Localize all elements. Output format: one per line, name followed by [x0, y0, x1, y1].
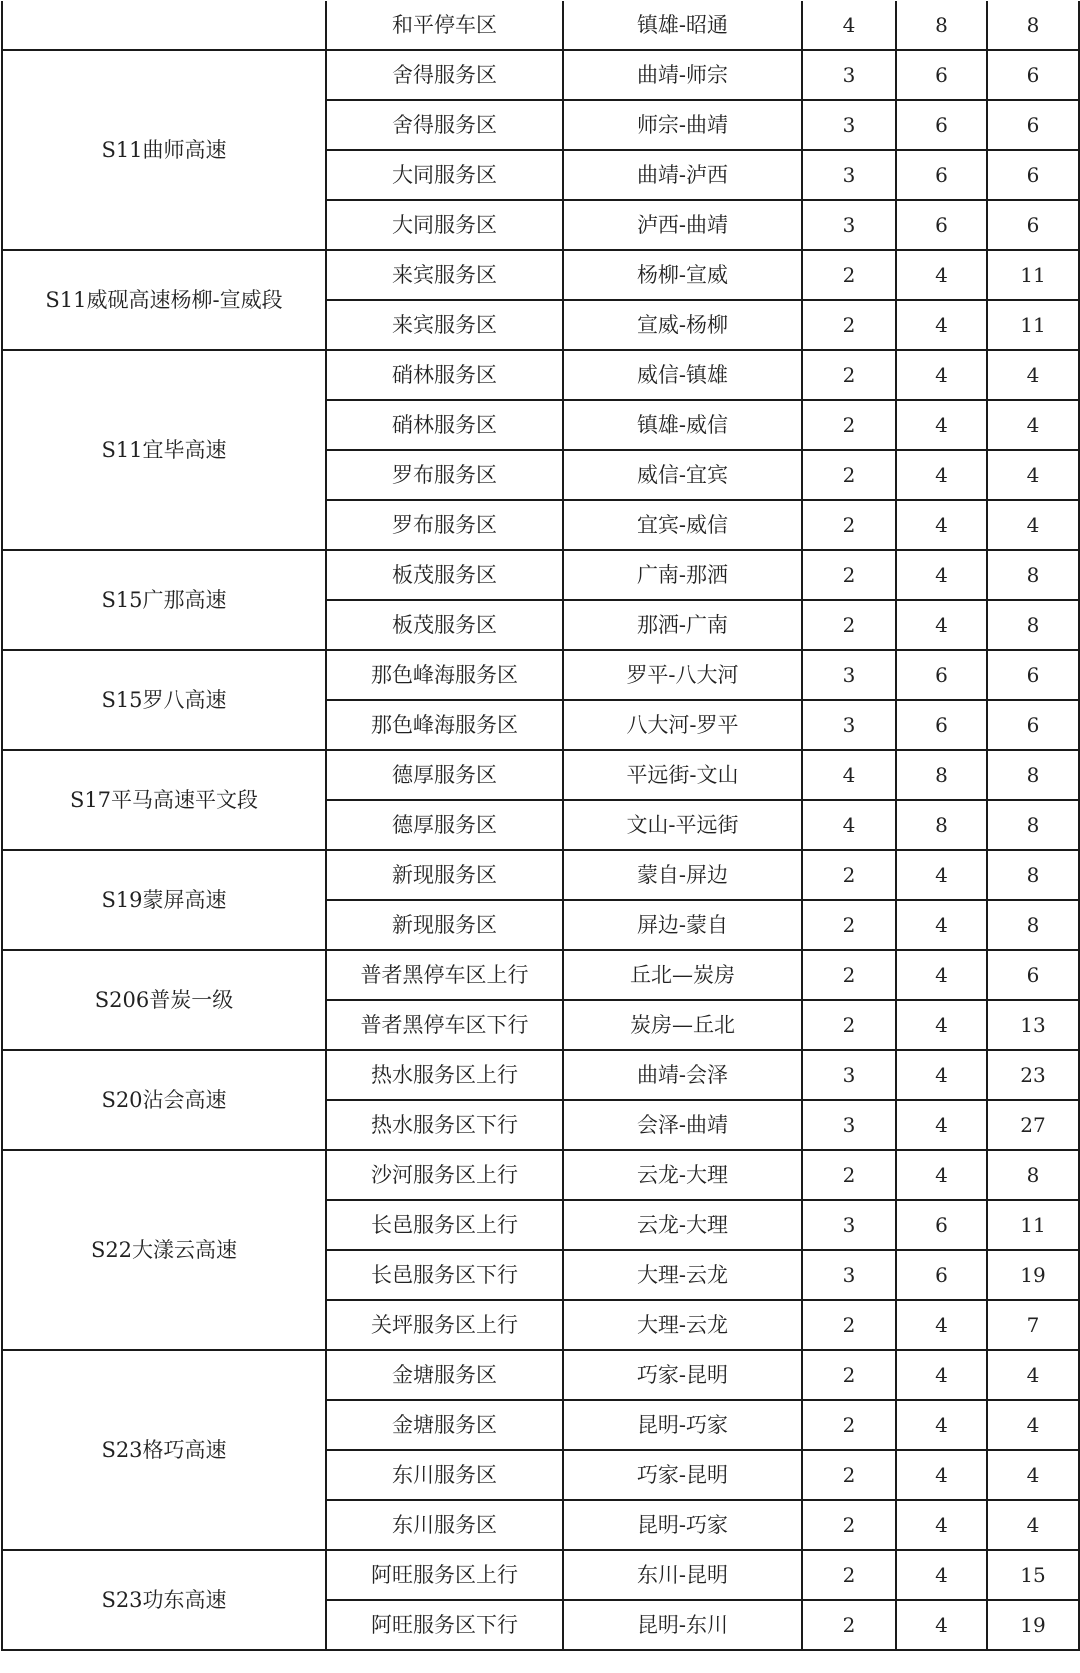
road-name-cell: S15罗八高速	[2, 650, 326, 750]
count-cell: 8	[987, 850, 1079, 900]
road-name-cell: S206普炭一级	[2, 950, 326, 1050]
count-cell: 4	[987, 400, 1079, 450]
count-cell: 4	[987, 1500, 1079, 1550]
direction-cell: 镇雄-威信	[563, 400, 802, 450]
table-row	[2, 1350, 1079, 1400]
count-cell: 6	[987, 700, 1079, 750]
count-cell: 4	[896, 1150, 987, 1200]
count-cell: 15	[987, 1550, 1079, 1600]
count-cell: 4	[896, 250, 987, 300]
table-row	[2, 850, 1079, 900]
direction-cell: 炭房—丘北	[563, 1000, 802, 1050]
count-cell: 4	[987, 500, 1079, 550]
direction-cell: 平远街-文山	[563, 750, 802, 800]
count-cell: 2	[802, 450, 896, 500]
count-cell: 2	[802, 350, 896, 400]
count-cell: 6	[896, 200, 987, 250]
direction-cell: 蒙自-屏边	[563, 850, 802, 900]
count-cell: 2	[802, 900, 896, 950]
count-cell: 8	[987, 550, 1079, 600]
direction-cell: 八大河-罗平	[563, 700, 802, 750]
count-cell: 4	[987, 1350, 1079, 1400]
direction-cell: 那洒-广南	[563, 600, 802, 650]
direction-cell: 威信-宜宾	[563, 450, 802, 500]
count-cell: 4	[896, 550, 987, 600]
count-cell: 6	[987, 150, 1079, 200]
count-cell: 19	[987, 1600, 1079, 1650]
service-area-cell: 东川服务区	[326, 1500, 563, 1550]
count-cell: 3	[802, 1250, 896, 1300]
count-cell: 4	[802, 750, 896, 800]
count-cell: 3	[802, 1050, 896, 1100]
count-cell: 2	[802, 1500, 896, 1550]
service-area-cell: 大同服务区	[326, 200, 563, 250]
count-cell: 4	[896, 1050, 987, 1100]
count-cell: 4	[896, 1100, 987, 1150]
table-row	[2, 50, 1079, 100]
service-area-cell: 舍得服务区	[326, 50, 563, 100]
count-cell: 6	[987, 650, 1079, 700]
count-cell: 3	[802, 150, 896, 200]
service-area-cell: 德厚服务区	[326, 800, 563, 850]
service-area-cell: 来宾服务区	[326, 300, 563, 350]
service-area-cell: 金塘服务区	[326, 1400, 563, 1450]
table-row	[2, 1150, 1079, 1200]
road-name-cell: S15广那高速	[2, 550, 326, 650]
service-area-cell: 阿旺服务区上行	[326, 1550, 563, 1600]
table-row	[2, 950, 1079, 1000]
table-body	[2, 1, 1079, 1650]
service-area-cell: 大同服务区	[326, 150, 563, 200]
service-area-cell: 新现服务区	[326, 900, 563, 950]
count-cell: 2	[802, 400, 896, 450]
count-cell: 13	[987, 1000, 1079, 1050]
count-cell: 6	[896, 1200, 987, 1250]
count-cell: 11	[987, 1200, 1079, 1250]
count-cell: 2	[802, 250, 896, 300]
direction-cell: 曲靖-会泽	[563, 1050, 802, 1100]
direction-cell: 宣威-杨柳	[563, 300, 802, 350]
table-row	[2, 750, 1079, 800]
count-cell: 4	[896, 400, 987, 450]
service-area-cell: 和平停车区	[326, 1, 563, 50]
service-area-cell: 普者黑停车区下行	[326, 1000, 563, 1050]
count-cell: 8	[987, 1, 1079, 50]
count-cell: 8	[987, 1150, 1079, 1200]
count-cell: 6	[896, 650, 987, 700]
table-row	[2, 550, 1079, 600]
count-cell: 6	[987, 950, 1079, 1000]
count-cell: 4	[896, 500, 987, 550]
count-cell: 23	[987, 1050, 1079, 1100]
direction-cell: 屏边-蒙自	[563, 900, 802, 950]
road-name-cell: S22大漾云高速	[2, 1150, 326, 1350]
road-name-cell: S11威砚高速杨柳-宣威段	[2, 250, 326, 350]
road-name-cell: S23格巧高速	[2, 1350, 326, 1550]
direction-cell: 泸西-曲靖	[563, 200, 802, 250]
count-cell: 4	[896, 1400, 987, 1450]
service-area-cell: 长邑服务区下行	[326, 1250, 563, 1300]
table-row	[2, 350, 1079, 400]
direction-cell: 会泽-曲靖	[563, 1100, 802, 1150]
count-cell: 4	[896, 900, 987, 950]
direction-cell: 罗平-八大河	[563, 650, 802, 700]
count-cell: 6	[896, 50, 987, 100]
count-cell: 2	[802, 1400, 896, 1450]
count-cell: 8	[896, 1, 987, 50]
service-area-cell: 沙河服务区上行	[326, 1150, 563, 1200]
direction-cell: 东川-昆明	[563, 1550, 802, 1600]
count-cell: 4	[896, 1500, 987, 1550]
service-area-cell: 德厚服务区	[326, 750, 563, 800]
count-cell: 6	[896, 150, 987, 200]
service-area-cell: 普者黑停车区上行	[326, 950, 563, 1000]
service-area-cell: 东川服务区	[326, 1450, 563, 1500]
count-cell: 7	[987, 1300, 1079, 1350]
count-cell: 4	[896, 300, 987, 350]
count-cell: 4	[802, 800, 896, 850]
count-cell: 2	[802, 600, 896, 650]
direction-cell: 曲靖-泸西	[563, 150, 802, 200]
count-cell: 2	[802, 1350, 896, 1400]
count-cell: 6	[987, 200, 1079, 250]
road-name-cell: S23功东高速	[2, 1550, 326, 1650]
service-area-table	[1, 1, 1080, 1651]
service-area-cell: 硝林服务区	[326, 350, 563, 400]
count-cell: 4	[802, 1, 896, 50]
service-area-cell: 关坪服务区上行	[326, 1300, 563, 1350]
table-row	[2, 1, 1079, 50]
count-cell: 2	[802, 1300, 896, 1350]
direction-cell: 昆明-巧家	[563, 1500, 802, 1550]
direction-cell: 昆明-巧家	[563, 1400, 802, 1450]
count-cell: 3	[802, 1100, 896, 1150]
count-cell: 8	[987, 750, 1079, 800]
direction-cell: 镇雄-昭通	[563, 1, 802, 50]
count-cell: 4	[896, 600, 987, 650]
count-cell: 4	[987, 450, 1079, 500]
table-row	[2, 250, 1079, 300]
count-cell: 4	[896, 850, 987, 900]
table-row	[2, 650, 1079, 700]
count-cell: 6	[896, 100, 987, 150]
service-area-cell: 板茂服务区	[326, 600, 563, 650]
count-cell: 4	[896, 1000, 987, 1050]
count-cell: 2	[802, 550, 896, 600]
direction-cell: 大理-云龙	[563, 1300, 802, 1350]
count-cell: 4	[987, 350, 1079, 400]
service-area-cell: 硝林服务区	[326, 400, 563, 450]
direction-cell: 杨柳-宣威	[563, 250, 802, 300]
count-cell: 8	[896, 750, 987, 800]
service-area-cell: 长邑服务区上行	[326, 1200, 563, 1250]
count-cell: 2	[802, 850, 896, 900]
count-cell: 3	[802, 50, 896, 100]
count-cell: 6	[987, 100, 1079, 150]
count-cell: 2	[802, 1550, 896, 1600]
direction-cell: 师宗-曲靖	[563, 100, 802, 150]
count-cell: 11	[987, 300, 1079, 350]
count-cell: 2	[802, 1000, 896, 1050]
service-area-cell: 热水服务区下行	[326, 1100, 563, 1150]
service-area-cell: 热水服务区上行	[326, 1050, 563, 1100]
direction-cell: 广南-那洒	[563, 550, 802, 600]
count-cell: 19	[987, 1250, 1079, 1300]
road-name-cell: S19蒙屏高速	[2, 850, 326, 950]
count-cell: 27	[987, 1100, 1079, 1150]
count-cell: 3	[802, 200, 896, 250]
direction-cell: 大理-云龙	[563, 1250, 802, 1300]
table-row	[2, 1550, 1079, 1600]
count-cell: 3	[802, 100, 896, 150]
service-area-cell: 罗布服务区	[326, 500, 563, 550]
count-cell: 8	[987, 900, 1079, 950]
service-area-cell: 阿旺服务区下行	[326, 1600, 563, 1650]
service-area-cell: 金塘服务区	[326, 1350, 563, 1400]
count-cell: 3	[802, 700, 896, 750]
direction-cell: 文山-平远街	[563, 800, 802, 850]
count-cell: 6	[987, 50, 1079, 100]
direction-cell: 巧家-昆明	[563, 1350, 802, 1400]
road-name-cell	[2, 1, 326, 50]
count-cell: 4	[987, 1400, 1079, 1450]
count-cell: 11	[987, 250, 1079, 300]
count-cell: 2	[802, 500, 896, 550]
count-cell: 6	[896, 1250, 987, 1300]
count-cell: 4	[896, 1350, 987, 1400]
service-area-cell: 罗布服务区	[326, 450, 563, 500]
count-cell: 2	[802, 300, 896, 350]
direction-cell: 云龙-大理	[563, 1200, 802, 1250]
count-cell: 4	[896, 350, 987, 400]
service-area-cell: 那色峰海服务区	[326, 650, 563, 700]
service-area-cell: 舍得服务区	[326, 100, 563, 150]
count-cell: 3	[802, 650, 896, 700]
table-row	[2, 1050, 1079, 1100]
service-area-cell: 板茂服务区	[326, 550, 563, 600]
count-cell: 8	[987, 600, 1079, 650]
count-cell: 2	[802, 950, 896, 1000]
direction-cell: 曲靖-师宗	[563, 50, 802, 100]
count-cell: 2	[802, 1600, 896, 1650]
count-cell: 4	[896, 1600, 987, 1650]
count-cell: 4	[896, 1550, 987, 1600]
service-area-cell: 那色峰海服务区	[326, 700, 563, 750]
count-cell: 8	[896, 800, 987, 850]
road-name-cell: S17平马高速平文段	[2, 750, 326, 850]
count-cell: 4	[896, 1450, 987, 1500]
road-name-cell: S11宜毕高速	[2, 350, 326, 550]
direction-cell: 宜宾-威信	[563, 500, 802, 550]
count-cell: 3	[802, 1200, 896, 1250]
count-cell: 4	[896, 1300, 987, 1350]
direction-cell: 威信-镇雄	[563, 350, 802, 400]
direction-cell: 巧家-昆明	[563, 1450, 802, 1500]
direction-cell: 昆明-东川	[563, 1600, 802, 1650]
road-name-cell: S11曲师高速	[2, 50, 326, 250]
count-cell: 6	[896, 700, 987, 750]
count-cell: 2	[802, 1150, 896, 1200]
service-area-cell: 来宾服务区	[326, 250, 563, 300]
road-name-cell: S20沾会高速	[2, 1050, 326, 1150]
count-cell: 4	[987, 1450, 1079, 1500]
service-area-cell: 新现服务区	[326, 850, 563, 900]
count-cell: 4	[896, 450, 987, 500]
count-cell: 2	[802, 1450, 896, 1500]
count-cell: 8	[987, 800, 1079, 850]
direction-cell: 丘北—炭房	[563, 950, 802, 1000]
count-cell: 4	[896, 950, 987, 1000]
direction-cell: 云龙-大理	[563, 1150, 802, 1200]
